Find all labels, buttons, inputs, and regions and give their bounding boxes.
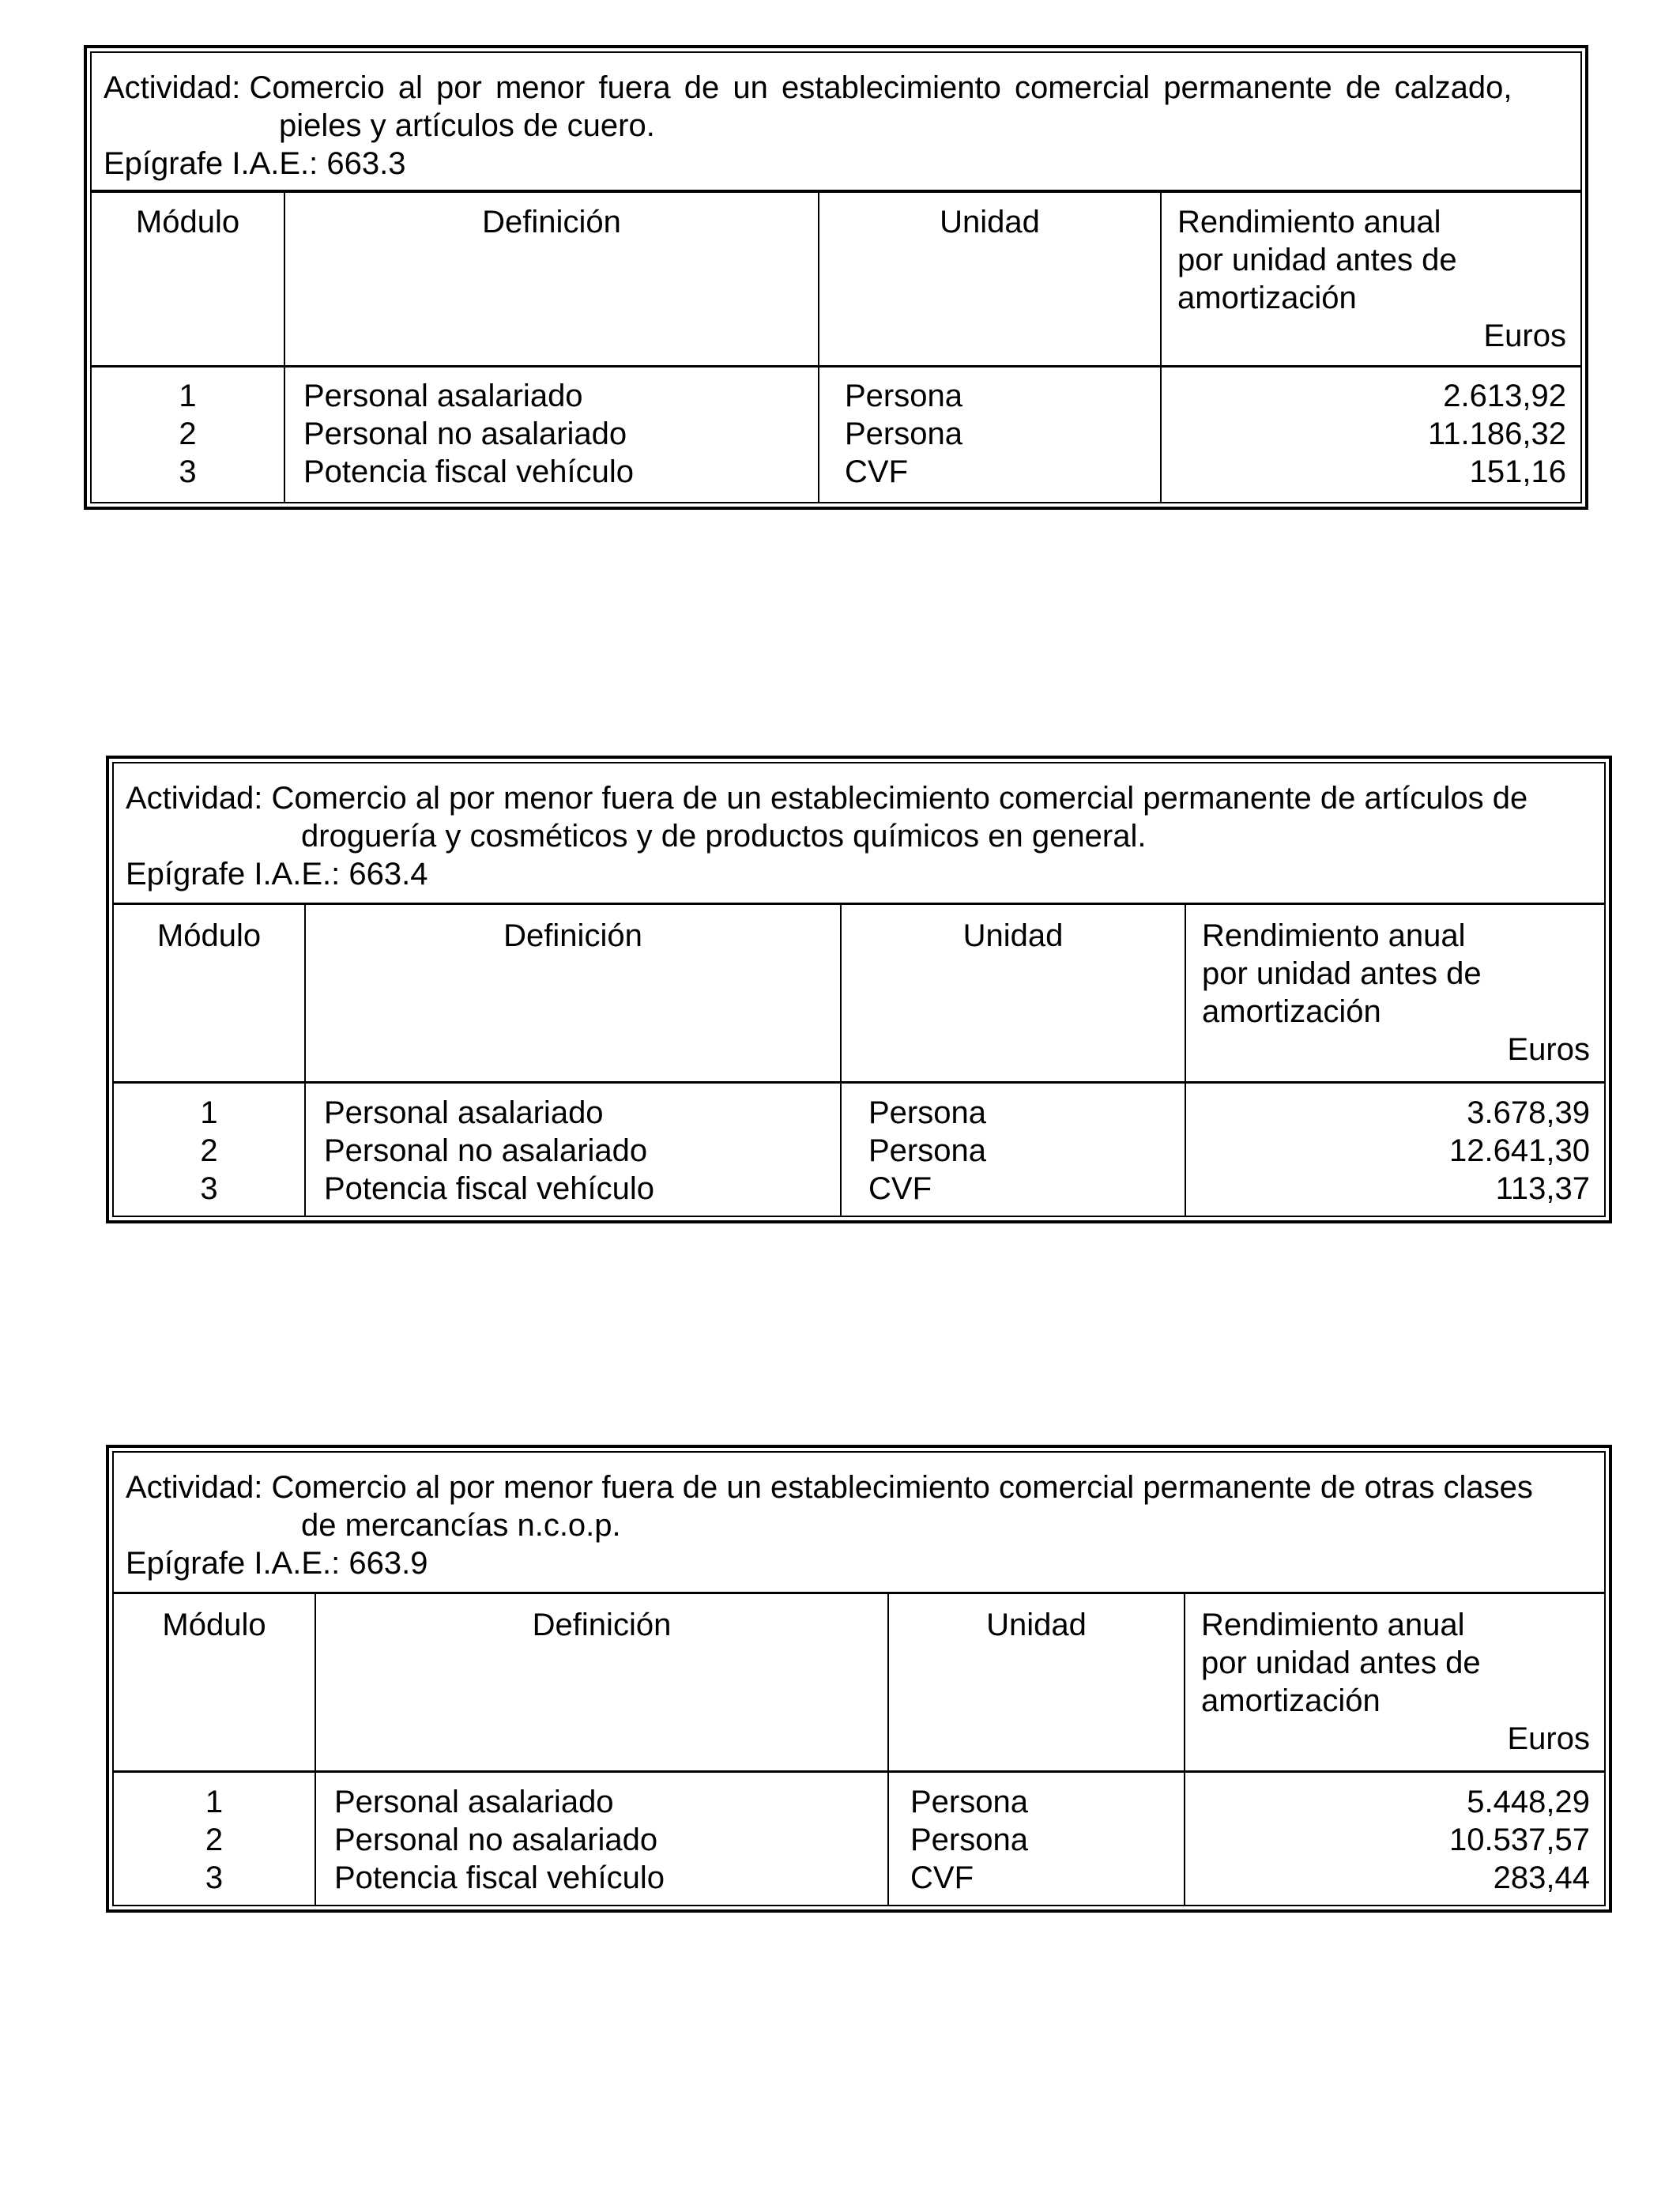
col-header-definicion: Definición (503, 918, 642, 953)
table-row-unidad: Persona (910, 1785, 1028, 1819)
table-row-modulo: 3 (179, 454, 197, 489)
epigrafe-code: Epígrafe I.A.E.: 663.4 (126, 857, 428, 892)
table-row-unidad: Persona (868, 1095, 986, 1130)
table-row-definicion: Personal no asalariado (334, 1823, 658, 1857)
col-header-rendimiento: Rendimiento anual por unidad antes de amortización Euros (1201, 1608, 1590, 1756)
table-row-modulo: 2 (179, 417, 197, 451)
activity-label: Actividad: (104, 70, 241, 105)
table-row-modulo: 1 (200, 1095, 218, 1130)
modulo-column (92, 377, 284, 491)
definicion-column (324, 1094, 654, 1208)
rendimiento-column (1186, 1094, 1590, 1208)
table-row-modulo: 1 (205, 1785, 224, 1819)
table-row-rendimiento: 5.448,29 (1467, 1785, 1590, 1819)
activity-description-line2: droguería y cosméticos y de productos químicos en general. (301, 819, 1147, 854)
table-row-definicion: Potencia fiscal vehículo (303, 454, 635, 489)
table-row-modulo: 3 (205, 1860, 224, 1895)
table-row-unidad: Persona (910, 1823, 1028, 1857)
activity-header (114, 763, 1604, 904)
table-row-definicion: Potencia fiscal vehículo (324, 1171, 655, 1206)
activity-label: Actividad: (126, 781, 263, 816)
header-divider (92, 190, 1580, 193)
module-table-663-9 (106, 1445, 1612, 1913)
col-header-rendimiento: Rendimiento anual por unidad antes de amortización Euros (1177, 205, 1566, 353)
table-row-modulo: 2 (200, 1133, 218, 1168)
activity-description-line1: Comercio al por menor fuera de un establecimiento comercial permanente de otras clases (271, 1470, 1533, 1505)
table-row-rendimiento: 2.613,92 (1443, 379, 1566, 413)
activity-description-line1: Comercio al por menor fuera de un establecimiento comercial permanente de calzado, (249, 70, 1512, 105)
table-row-definicion: Personal no asalariado (324, 1133, 648, 1168)
col-header-unidad: Unidad (986, 1608, 1087, 1642)
table-row-unidad: Persona (845, 417, 962, 451)
activity-description-line2: pieles y artículos de cuero. (279, 108, 655, 143)
table-row-unidad: CVF (868, 1171, 932, 1206)
table-row-modulo: 2 (205, 1823, 224, 1857)
table-inner-border (112, 762, 1606, 1217)
body-divider (114, 1770, 1604, 1773)
col-header-unidad: Unidad (940, 205, 1040, 239)
col-header-modulo: Módulo (162, 1608, 266, 1642)
body-divider (114, 1081, 1604, 1084)
col-header-rendimiento: Rendimiento anual por unidad antes de amortización Euros (1202, 918, 1590, 1067)
activity-description-line1: Comercio al por menor fuera de un establecimiento comercial permanente de artículos de (271, 781, 1528, 816)
unidad-column (910, 1783, 1028, 1897)
currency-label: Euros (1507, 1721, 1590, 1756)
module-table-663-4 (106, 756, 1612, 1223)
header-divider (114, 903, 1604, 905)
table-row-unidad: Persona (868, 1133, 986, 1168)
table-row-rendimiento: 113,37 (1495, 1171, 1590, 1206)
col-header-modulo: Módulo (135, 205, 240, 239)
unidad-column (845, 377, 962, 491)
table-row-definicion: Potencia fiscal vehículo (334, 1860, 665, 1895)
table-row-rendimiento: 283,44 (1493, 1860, 1590, 1895)
epigrafe-code: Epígrafe I.A.E.: 663.9 (126, 1546, 428, 1581)
definicion-column (303, 377, 634, 491)
activity-header (114, 1453, 1604, 1593)
table-row-definicion: Personal no asalariado (303, 417, 627, 451)
activity-header (92, 53, 1580, 193)
definicion-column (334, 1783, 665, 1897)
epigrafe-code: Epígrafe I.A.E.: 663.3 (104, 146, 406, 181)
currency-label: Euros (1507, 1032, 1590, 1067)
table-row-unidad: Persona (845, 379, 962, 413)
body-divider (92, 365, 1580, 368)
table-row-unidad: CVF (910, 1860, 974, 1895)
activity-description-line2: de mercancías n.c.o.p. (301, 1508, 621, 1543)
table-row-rendimiento: 11.186,32 (1428, 417, 1566, 451)
table-row-modulo: 1 (179, 379, 197, 413)
col-header-modulo: Módulo (156, 918, 262, 953)
table-row-definicion: Personal asalariado (303, 379, 583, 413)
table-row-rendimiento: 151,16 (1469, 454, 1566, 489)
col-header-unidad: Unidad (962, 918, 1064, 953)
header-divider (114, 1592, 1604, 1594)
module-table-663-3 (84, 45, 1588, 510)
modulo-column (114, 1094, 304, 1208)
unidad-column (868, 1094, 986, 1208)
rendimiento-column (1185, 1783, 1590, 1897)
col-header-definicion: Definición (532, 1608, 672, 1642)
currency-label: Euros (1483, 319, 1566, 353)
col-header-definicion: Definición (482, 205, 621, 239)
table-row-definicion: Personal asalariado (324, 1095, 604, 1130)
table-row-modulo: 3 (200, 1171, 218, 1206)
modulo-column (114, 1783, 315, 1897)
activity-label: Actividad: (126, 1470, 263, 1505)
rendimiento-column (1162, 377, 1566, 491)
table-row-rendimiento: 3.678,39 (1467, 1095, 1590, 1130)
table-row-definicion: Personal asalariado (334, 1785, 614, 1819)
table-inner-border (112, 1451, 1606, 1906)
table-row-rendimiento: 10.537,57 (1449, 1823, 1590, 1857)
table-inner-border (90, 51, 1582, 503)
table-row-unidad: CVF (845, 454, 908, 489)
table-row-rendimiento: 12.641,30 (1449, 1133, 1590, 1168)
